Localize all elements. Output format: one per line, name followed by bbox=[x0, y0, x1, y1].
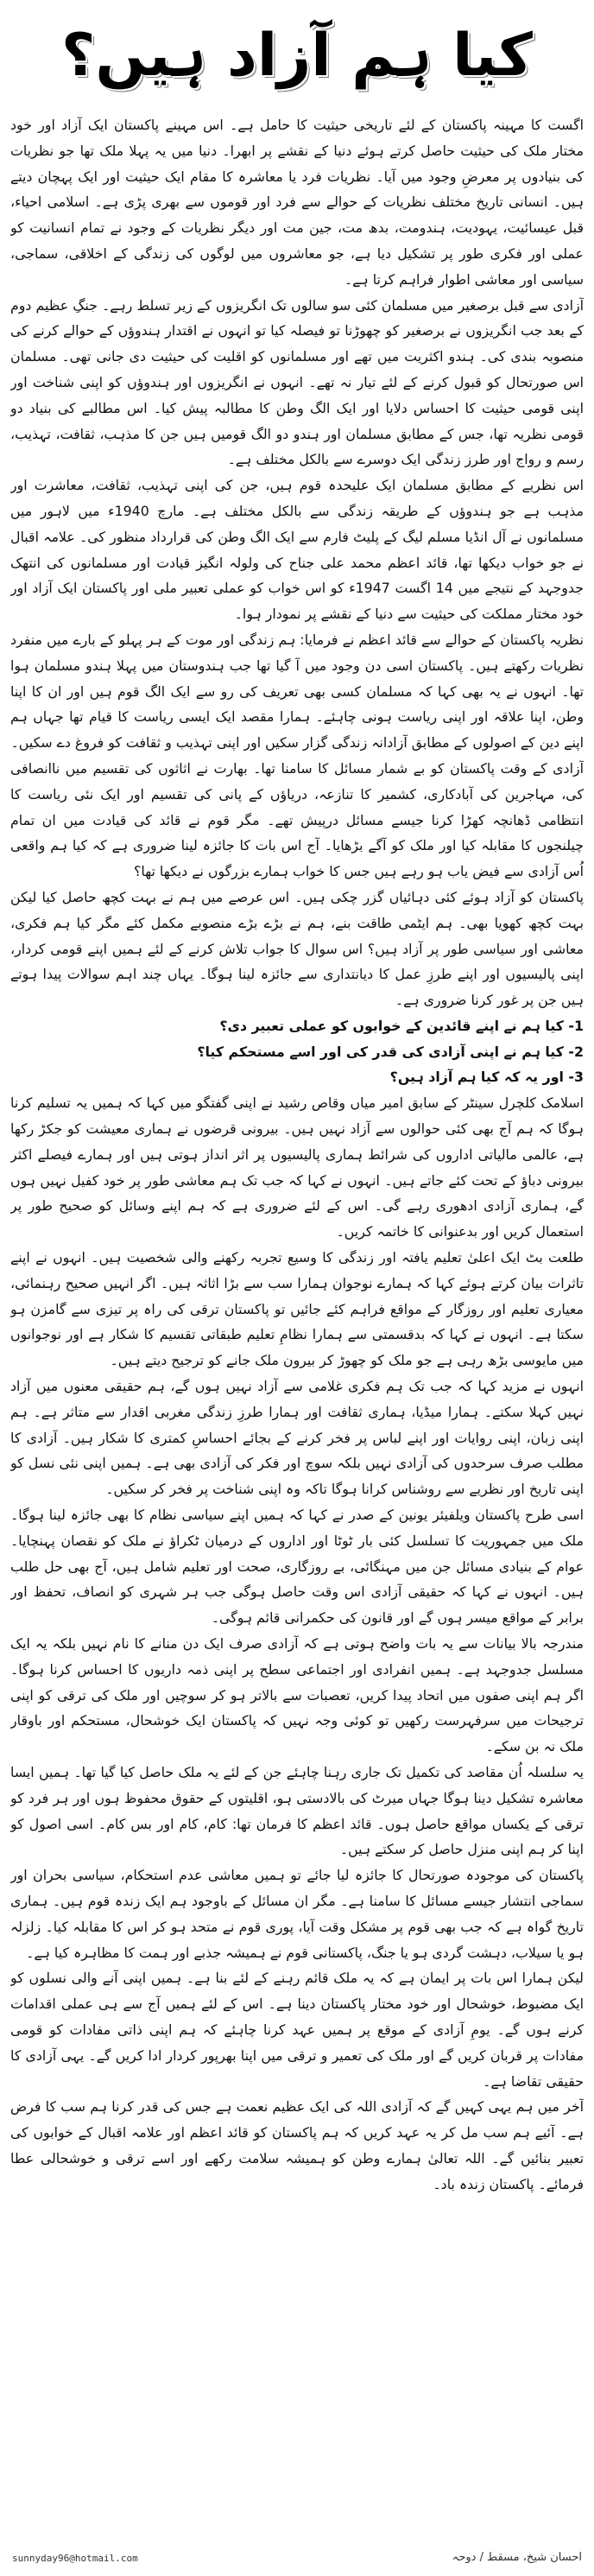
article-paragraph: انہوں نے مزید کہا کہ جب تک ہم فکری غلامی سے آزاد نہیں ہوں گے، ہم حقیقی معنوں میں آزاد نہیں کہلا سکتے۔ ہمارا میڈیا، ہماری ثقافت اور ہمارا طرزِ زندگی مغربی اقدار سے متاثر ہے۔ ہم اپنی زبان، اپنی روایات اور اپنے لباس پر فخر کرنے کے بجائے احساسِ کمتری کا شکار ہیں۔ آزادی کا مطلب صرف سرحدوں کی آزادی نہیں بلکہ سوچ اور فکر کی آزادی بھی ہے۔ ہمیں اپنی نئی نسل کو اپنی تاریخ اور نظریے سے روشناس کرانا ہوگا تاکہ وہ اپنی شناخت پر فخر کر سکیں۔ bbox=[10, 1378, 584, 1498]
article-paragraph: پاکستان کو آزاد ہوئے کئی دہائیاں گزر چکی ہیں۔ اس عرصے میں ہم نے بہت کچھ حاصل کیا لیکن بہت کچھ کھویا بھی۔ ہم ایٹمی طاقت بنے، ہم نے بڑے بڑے منصوبے مکمل کئے مگر کیا ہم فکری، معاشی اور سیاسی طور پر آزاد ہیں؟ اس سوال کا جواب تلاش کرنے کے لئے ہمیں اپنے قومی کردار، اپنی پالیسیوں اور اپنے طرزِ عمل کا دیانتداری سے جائزہ لینا ہوگا۔ یہاں چند اہم سوالات پیدا ہوتے ہیں جن پر غور کرنا ضروری ہے۔ bbox=[10, 888, 584, 1009]
article-paragraph: نظریہ پاکستان کے حوالے سے قائد اعظم نے فرمایا: ہم زندگی اور موت کے ہر پہلو کے بارے میں منفرد نظریات رکھتے ہیں۔ پاکستان اسی دن وجود میں آ گیا تھا جب ہندوستان میں پہلا ہندو مسلمان ہوا تھا۔ انہوں نے یہ بھی کہا کہ مسلمان کسی بھی تعریف کی رو سے ایک الگ قوم ہیں اور ان کا اپنا وطن، اپنا علاقہ اور اپنی ریاست ہونی چاہئے۔ ہمارا مقصد ایک ایسی ریاست کا قیام تھا جہاں ہم اپنے دین کے اصولوں کے مطابق آزادانہ زندگی گزار سکیں اور اپنی تہذیب و ثقافت کو فروغ دے سکیں۔ bbox=[10, 631, 584, 752]
article-paragraph: طلعت بٹ ایک اعلیٰ تعلیم یافتہ اور زندگی کا وسیع تجربہ رکھنے والی شخصیت ہیں۔ انہوں نے اپنے تاثرات بیان کرتے ہوئے کہا کہ ہمارے نوجوان ہمارا سب سے بڑا اثاثہ ہیں۔ اگر انہیں صحیح رہنمائی، معیاری تعلیم اور روزگار کے مواقع فراہم کئے جائیں تو پاکستان ترقی کی راہ پر تیزی سے گامزن ہو سکتا ہے۔ انہوں نے کہا کہ بدقسمتی سے ہمارا نظامِ تعلیم طبقاتی تقسیم کا شکار ہے اور نوجوانوں میں مایوسی بڑھ رہی ہے جو ملک کو چھوڑ کر بیرون ملک جانے کو ترجیح دیتے ہیں۔ bbox=[10, 1249, 584, 1369]
question-item: 2- کیا ہم نے اپنی آزادی کی قدر کی اور اسے مستحکم کیا؟ bbox=[197, 1043, 584, 1060]
article-paragraph: یہ سلسلہ اُن مقاصد کی تکمیل تک جاری رہنا چاہئے جن کے لئے یہ ملک حاصل کیا گیا تھا۔ ہمیں ایسا معاشرہ تشکیل دینا ہوگا جہاں میرٹ کی بالادستی ہو، اقلیتوں کے حقوق محفوظ ہوں اور ہر فرد کو ترقی کے یکساں مواقع حاصل ہوں۔ قائد اعظم کا فرمان تھا: کام، کام اور بس کام۔ اسی اصول کو اپنا کر ہم اپنی منزل حاصل کر سکتے ہیں۔ bbox=[10, 1764, 584, 1858]
question-item: 1- کیا ہم نے اپنے قائدین کے خوابوں کو عملی تعبیر دی؟ bbox=[219, 1017, 584, 1034]
headline-area bbox=[0, 0, 594, 112]
question-item: 3- اور یہ کہ کیا ہم آزاد ہیں؟ bbox=[389, 1069, 584, 1086]
article-paragraph: آزادی کے وقت پاکستان کو بے شمار مسائل کا سامنا تھا۔ بھارت نے اثاثوں کی تقسیم میں ناانصافی کی، مہاجرین کی آبادکاری، کشمیر کا تنازعہ، دریاؤں کے پانی کی تقسیم اور ایک نئی ریاست کا انتظامی ڈھانچہ کھڑا کرنا جیسے مسائل درپیش تھے۔ مگر قوم نے قائد کی قیادت میں ان تمام چیلنجوں کا مقابلہ کیا اور ملک کو آگے بڑھایا۔ آج اس بات کا جائزہ لینا ضروری ہے کہ کیا ہم واقعی اُس آزادی سے فیض یاب ہو رہے ہیں جس کا خواب ہمارے بزرگوں نے دیکھا تھا؟ bbox=[10, 759, 584, 880]
author-email: sunnyday96@hotmail.com bbox=[12, 2553, 138, 2564]
author-byline: احسان شیخ، مسقط / دوحہ bbox=[452, 2551, 582, 2564]
article-paragraph: آخر میں ہم یہی کہیں گے کہ آزادی اللہ کی ایک عظیم نعمت ہے جس کی قدر کرنا ہم سب کا فرض ہے۔ آئیے ہم سب مل کر یہ عہد کریں کہ ہم پاکستان کو قائد اعظم اور علامہ اقبال کے خوابوں کی تعبیر بنائیں گے۔ اللہ تعالیٰ ہمارے وطن کو ہمیشہ سلامت رکھے اور اسے ترقی و خوشحالی عطا فرمائے۔ پاکستان زندہ باد۔ bbox=[10, 2098, 584, 2192]
article-paragraph: اسلامک کلچرل سینٹر کے سابق امیر میاں وقاص رشید نے اپنی گفتگو میں کہا کہ ہمیں یہ تسلیم کرنا ہوگا کہ ہم آج بھی کئی حوالوں سے آزاد نہیں ہیں۔ بیرونی قرضوں نے ہماری معیشت کو جکڑ رکھا ہے، عالمی مالیاتی اداروں کی شرائط ہماری پالیسیوں پر اثر انداز ہوتی ہیں اور ہمارے فیصلے اکثر بیرونی دباؤ کے تحت کئے جاتے ہیں۔ انہوں نے کہا کہ جب تک ہم معاشی طور پر خود کفیل نہیں ہوں گے، ہماری آزادی ادھوری رہے گی۔ اس کے لئے ضروری ہے کہ ہم اپنے وسائل کو صحیح طور پر استعمال کریں اور بدعنوانی کا خاتمہ کریں۔ bbox=[10, 1094, 584, 1240]
article-paragraph: اس نظریے کے مطابق مسلمان ایک علیحدہ قوم ہیں، جن کی اپنی تہذیب، ثقافت، معاشرت اور مذہب ہے جو ہندوؤں کے طریقہ زندگی سے بالکل مختلف ہے۔ مارچ 1940ء میں لاہور میں مسلمانوں نے آل انڈیا مسلم لیگ کے پلیٹ فارم سے ایک الگ وطن کی قرارداد منظور کی۔ علامہ اقبال نے جو خواب دیکھا تھا، قائد اعظم محمد علی جناح کی ولولہ انگیز قیادت اور مسلمانوں کی انتھک جدوجہد کے نتیجے میں 14 اگست 1947ء کو اس خواب کو عملی تعبیر ملی اور پاکستان ایک آزاد اور خود مختار مملکت کی حیثیت سے دنیا کے نقشے پر نمودار ہوا۔ bbox=[10, 477, 584, 623]
article-paragraph: مندرجہ بالا بیانات سے یہ بات واضح ہوتی ہے کہ آزادی صرف ایک دن منانے کا نام نہیں بلکہ یہ ایک مسلسل جدوجہد ہے۔ ہمیں انفرادی اور اجتماعی سطح پر اپنی ذمہ داریوں کا احساس کرنا ہوگا۔ اگر ہم اپنی صفوں میں اتحاد پیدا کریں، تعصبات سے بالاتر ہو کر سوچیں اور ملک کی ترقی کو اپنی ترجیحات میں سرفہرست رکھیں تو کوئی وجہ نہیں کہ پاکستان ایک خوشحال، مستحکم اور باوقار ملک نہ بن سکے۔ bbox=[10, 1635, 584, 1755]
article-paragraph: اسی طرح پاکستان ویلفیئر یونین کے صدر نے کہا کہ ہمیں اپنے سیاسی نظام کا بھی جائزہ لینا ہوگا۔ ملک میں جمہوریت کا تسلسل کئی بار ٹوٹا اور اداروں کے درمیان ٹکراؤ نے ملک کو نقصان پہنچایا۔ عوام کے بنیادی مسائل جن میں مہنگائی، بے روزگاری، صحت اور تعلیم شامل ہیں، آج بھی حل طلب ہیں۔ انہوں نے کہا کہ حقیقی آزادی اس وقت حاصل ہوگی جب ہر شہری کو انصاف، تحفظ اور برابر کے مواقع میسر ہوں گے اور قانون کی حکمرانی قائم ہوگی۔ bbox=[10, 1507, 584, 1627]
article-paragraph: آزادی سے قبل برصغیر میں مسلمان کئی سو سالوں تک انگریزوں کے زیر تسلط رہے۔ جنگِ عظیم دوم کے بعد جب انگریزوں نے برصغیر کو چھوڑنا تو فیصلہ کیا تو انہوں نے اقتدار ہندوؤں کے حوالے کرنے کی منصوبہ بندی کی۔ ہندو اکثریت میں تھے اور مسلمانوں کو اقلیت کی حیثیت دی جانی تھی۔ مسلمان اس صورتحال کو قبول کرنے کے لئے تیار نہ تھے۔ انہوں نے انگریزوں اور ہندوؤں کو اپنی شناخت اور اپنی قومی حیثیت کا احساس دلایا اور ایک الگ وطن کا مطالبہ پیش کیا۔ اس مطالبے کی بنیاد دو قومی نظریہ تھا، جس کے مطابق مسلمان اور ہندو دو الگ قومیں ہیں جن کا مذہب، ثقافت، تہذیب، رسم و رواج اور طرز زندگی ایک دوسرے سے بالکل مختلف ہے۔ bbox=[10, 296, 584, 468]
article-body bbox=[10, 112, 584, 2541]
article-paragraph: لیکن ہمارا اس بات پر ایمان ہے کہ یہ ملک قائم رہنے کے لئے بنا ہے۔ ہمیں اپنی آنے والی نسلوں کو ایک مضبوط، خوشحال اور خود مختار پاکستان دینا ہے۔ اس کے لئے ہمیں آج سے ہی عملی اقدامات کرنے ہوں گے۔ یومِ آزادی کے موقع پر ہمیں عہد کرنا چاہئے کہ ہم اپنی ذاتی مفادات کو قومی مفادات پر قربان کریں گے اور ملک کی تعمیر و ترقی میں اپنا بھرپور کردار ادا کریں گے۔ یہی آزادی کا حقیقی تقاضا ہے۔ bbox=[10, 1970, 584, 2090]
article-paragraph: پاکستان کی موجودہ صورتحال کا جائزہ لیا جائے تو ہمیں معاشی عدم استحکام، سیاسی بحران اور سماجی انتشار جیسے مسائل کا سامنا ہے۔ مگر ان مسائل کے باوجود ہم ایک زندہ قوم ہیں۔ ہماری تاریخ گواہ ہے کہ جب بھی قوم پر مشکل وقت آیا، پوری قوم نے متحد ہو کر اس کا مقابلہ کیا۔ زلزلہ ہو یا سیلاب، دہشت گردی ہو یا جنگ، پاکستانی قوم نے ہمیشہ جذبے اور ہمت کا مظاہرہ کیا ہے۔ bbox=[10, 1867, 584, 1961]
article-paragraph: اگست کا مہینہ پاکستان کے لئے تاریخی حیثیت کا حامل ہے۔ اس مہینے پاکستان ایک آزاد اور خود مختار ملک کی حیثیت حاصل کرتے ہوئے دنیا کے نقشے پر ابھرا۔ دنیا میں یہ پہلا ملک تھا جو نظریات کی بنیادوں پر معرضِ وجود میں آیا۔ نظریات فرد یا معاشرہ کا مقام ایک حیثیت اور ایک پہچان دیتے ہیں۔ انسانی تاریخ مختلف نظریات کے حوالے سے فرد اور قوموں سے بھری پڑی ہے۔ اسلامی احیاء، قبل عیسائیت، یہودیت، ہندومت، بدھ مت، جین مت اور دیگر نظریات کے وجود نے تمام انسانیت کو عملی اور فکری طور پر تشکیل دیا ہے، جو معاشروں میں لوگوں کی زندگی کے اخلاقی، سماجی، سیاسی اور معاشی اطوار فراہم کرتا ہے۔ bbox=[10, 117, 584, 288]
article-title: کیا ہم آزاد ہیں؟ bbox=[61, 22, 533, 90]
